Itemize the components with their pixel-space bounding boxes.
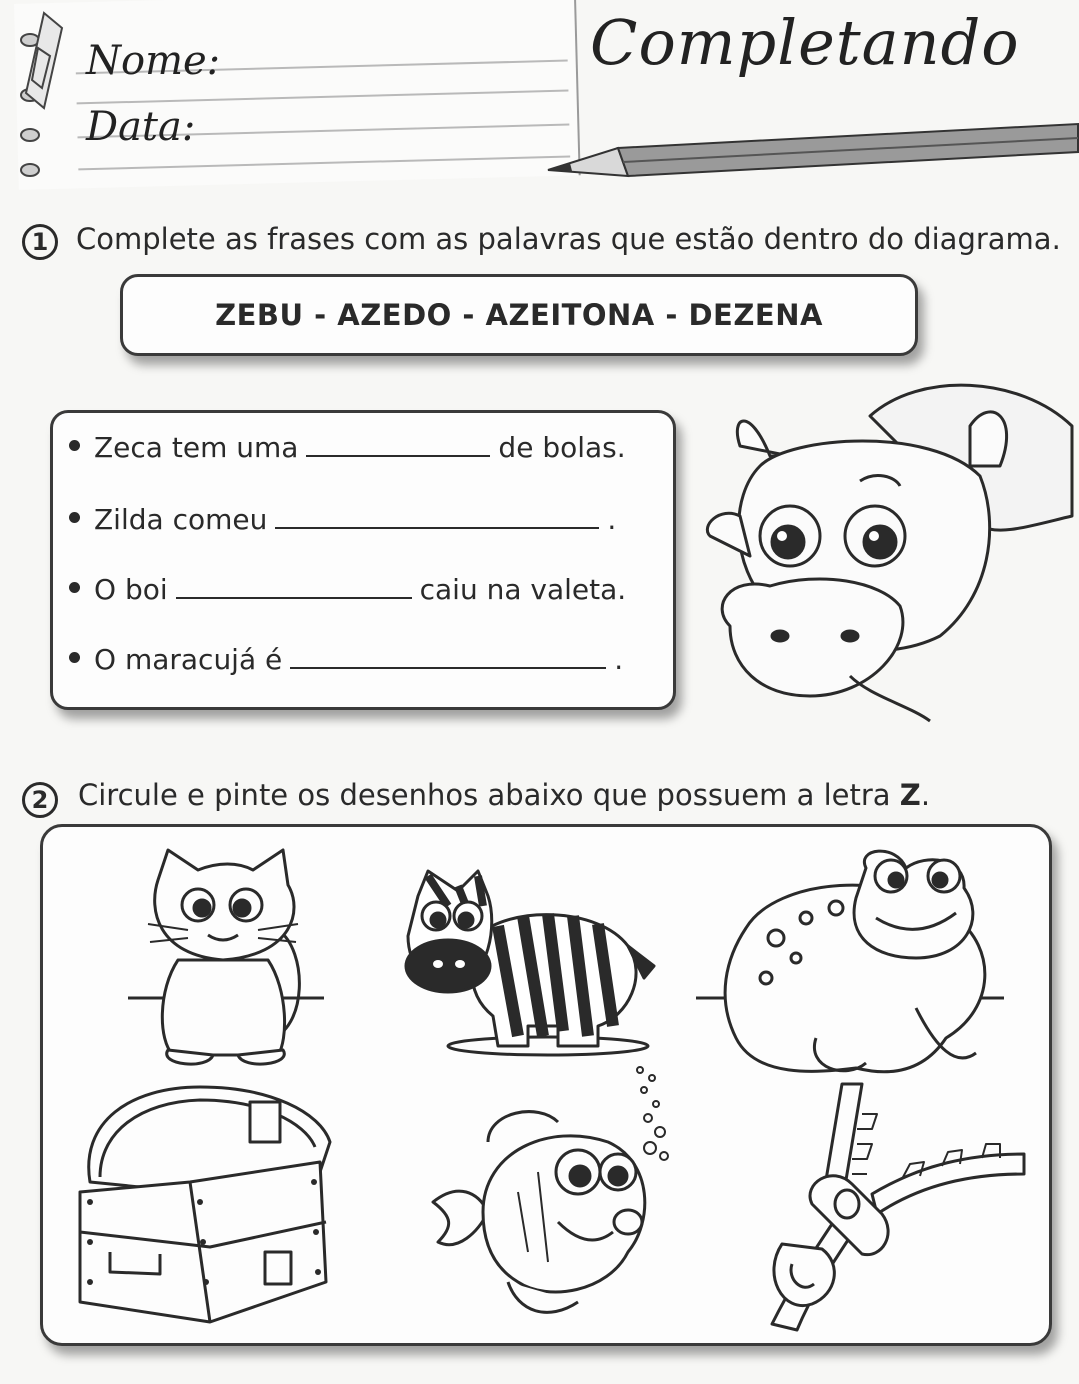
- sentence-4: [69, 643, 623, 676]
- paper-clip-icon: [14, 8, 70, 118]
- sentence-3-blank[interactable]: [176, 577, 412, 599]
- frog-icon[interactable]: [696, 848, 1004, 1080]
- name-label: Nome:: [86, 38, 221, 84]
- page-title: Completando: [590, 6, 1020, 79]
- sentence-4-blank[interactable]: [290, 647, 606, 669]
- cat-icon[interactable]: [128, 850, 324, 1072]
- question-1-instruction: Complete as frases com as palavras que estão dentro do diagrama.: [76, 222, 1061, 256]
- pencil-icon: [548, 118, 1078, 190]
- bullet-icon: [69, 582, 80, 593]
- sentence-2-blank[interactable]: [275, 507, 599, 529]
- sentence-4-start: O maracujá é: [94, 643, 283, 676]
- word-bank-words: ZEBU - AZEDO - AZEITONA - DEZENA: [215, 298, 823, 332]
- bullet-icon: [69, 652, 80, 663]
- header-note-card: [14, 0, 581, 190]
- zipper-icon[interactable]: [752, 1084, 1024, 1330]
- question-2-instruction: [78, 778, 930, 812]
- sentence-1-start: Zeca tem uma: [94, 431, 299, 464]
- word-bank-box: [120, 274, 918, 356]
- zebra-icon[interactable]: [398, 866, 658, 1058]
- question-2-text: Circule e pinte os desenhos abaixo que possuem a letra: [78, 778, 891, 812]
- sentence-2: [69, 503, 616, 536]
- sentence-3: [69, 573, 626, 606]
- sentence-3-end: caiu na valeta.: [419, 573, 627, 606]
- sentences-box: [50, 410, 676, 710]
- sentence-2-end: .: [607, 503, 617, 536]
- bullet-icon: [69, 440, 80, 451]
- fish-icon[interactable]: [428, 1102, 656, 1324]
- treasure-chest-icon[interactable]: [70, 1082, 336, 1328]
- date-label: Data:: [86, 104, 196, 150]
- zebu-icon: [700, 376, 1072, 726]
- question-2-letter: Z: [899, 778, 921, 812]
- bullet-icon: [69, 512, 80, 523]
- sentence-3-start: O boi: [94, 573, 168, 606]
- sentence-1-end: de bolas.: [498, 431, 626, 464]
- sentence-2-start: Zilda comeu: [94, 503, 268, 536]
- question-1-number: 1: [22, 224, 58, 260]
- sentence-1: [69, 431, 626, 464]
- question-2-end: .: [920, 778, 931, 812]
- question-2-number: 2: [22, 782, 58, 818]
- sentence-4-end: .: [614, 643, 624, 676]
- sentence-1-blank[interactable]: [306, 435, 490, 457]
